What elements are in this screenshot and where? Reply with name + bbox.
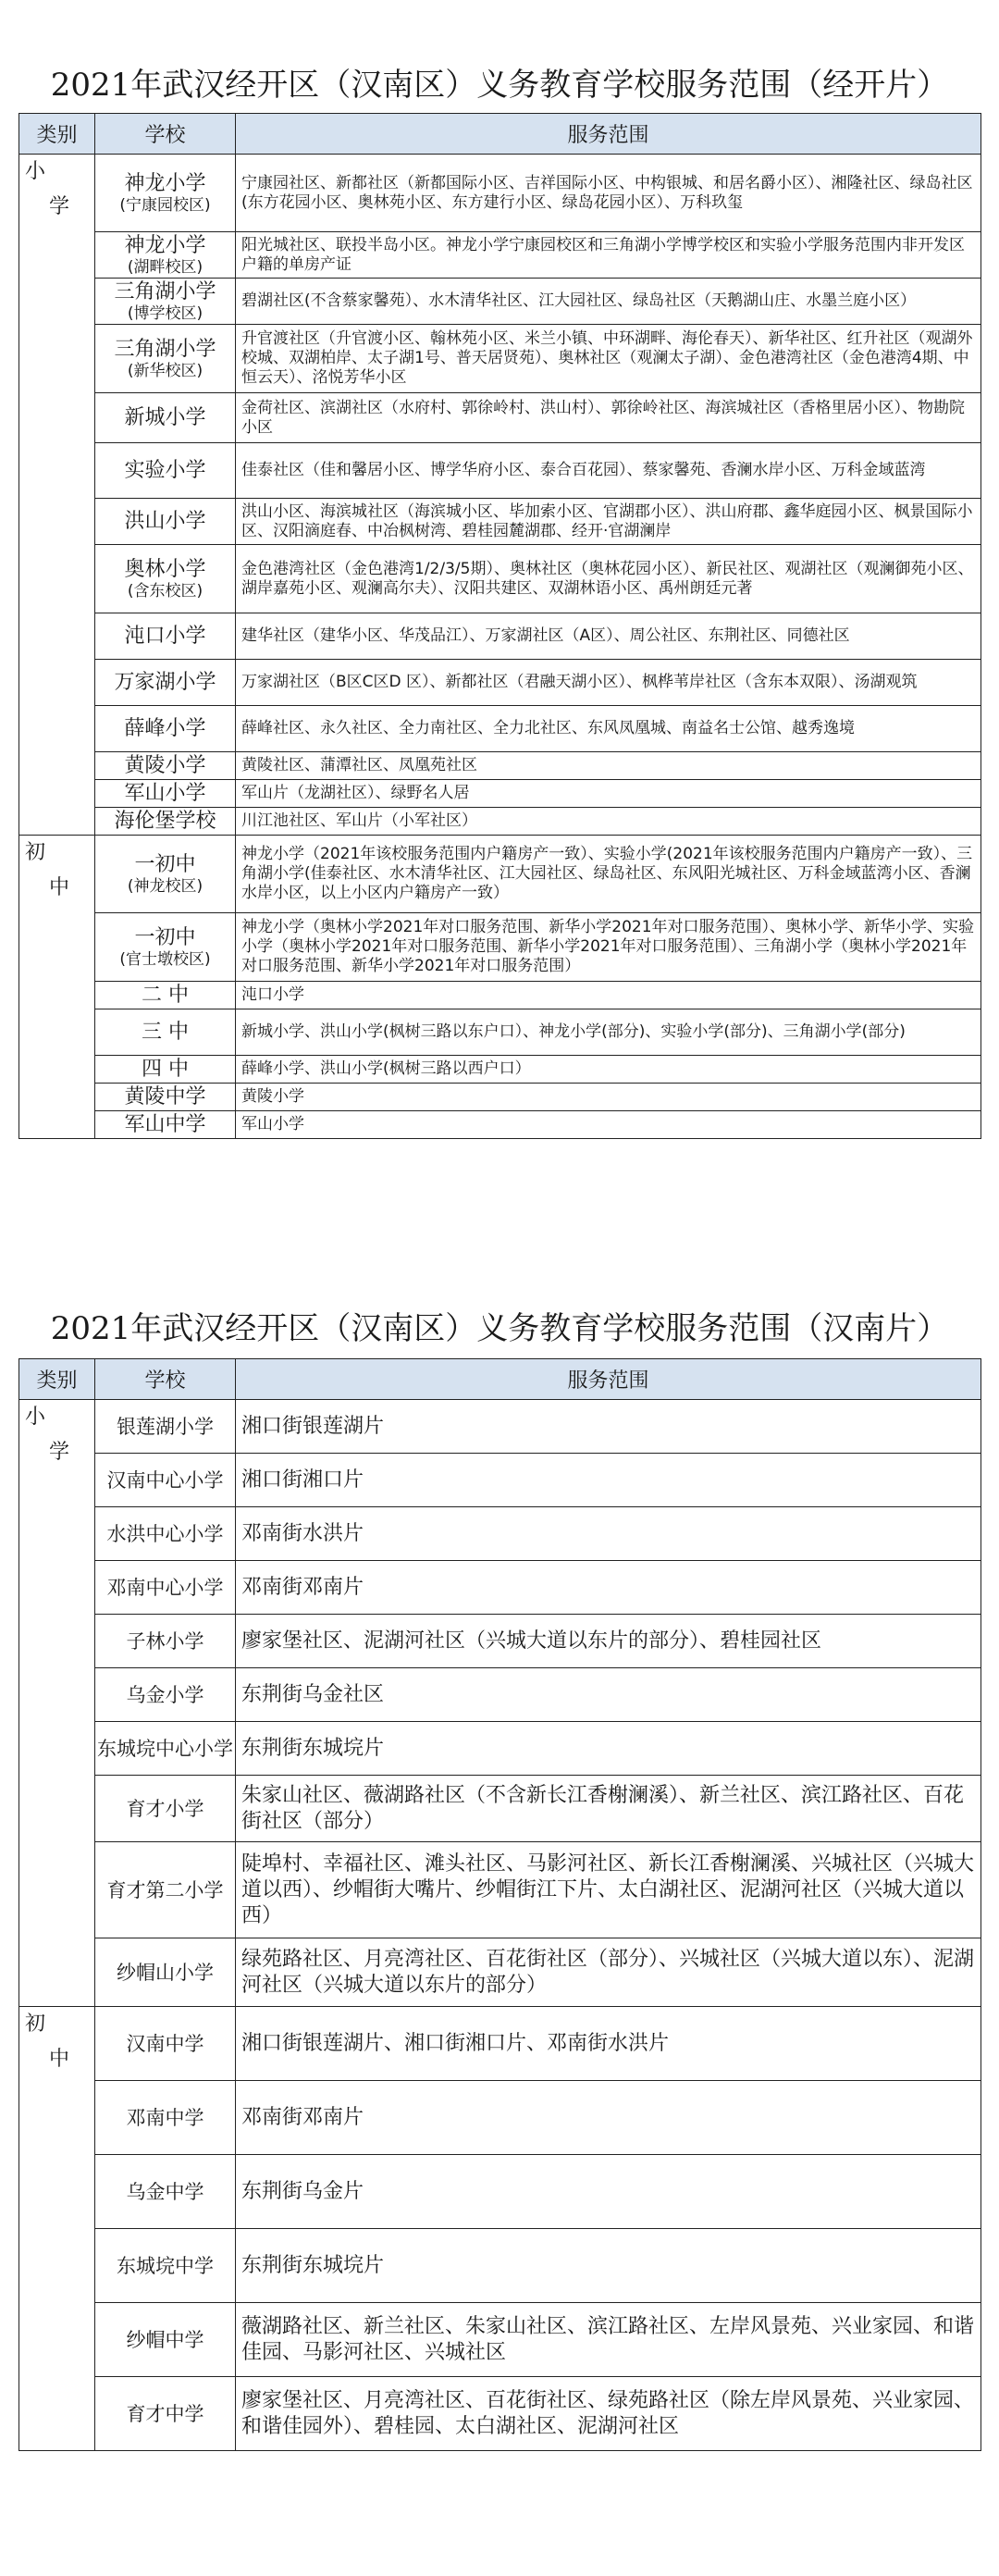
header-category: 类别 bbox=[19, 1359, 95, 1400]
school-name: 邓南中心小学 bbox=[106, 1576, 224, 1599]
table1-title: 2021年武汉经开区（汉南区）义务教育学校服务范围（经开片） bbox=[50, 67, 949, 104]
category-char: 小 bbox=[25, 160, 46, 183]
school-cell bbox=[95, 1507, 236, 1561]
service-area: 黄陵小学 bbox=[236, 1084, 981, 1111]
school-name: 三角湖小学 bbox=[114, 279, 216, 303]
table-row bbox=[19, 2229, 981, 2303]
service-area: 洪山小区、海滨城社区（海滨城小区、毕加索小区、官湖郡小区）、洪山府郡、鑫华庭园小区、枫景国际小区、汉阳滴庭春、中冶枫树湾、碧桂园麓湖郡、经开·官湖澜岸 bbox=[236, 499, 981, 545]
table-row bbox=[19, 913, 981, 982]
school-cell bbox=[95, 1561, 236, 1615]
table-row bbox=[19, 1400, 981, 1454]
school-name: 万家湖小学 bbox=[114, 670, 216, 694]
school-name: 黄陵小学 bbox=[124, 753, 206, 777]
school-name: 薛峰小学 bbox=[124, 716, 206, 740]
category-char: 学 bbox=[49, 195, 70, 218]
service-area: 金荷社区、滨湖社区（水府村、郭徐岭村、洪山村）、郭徐岭社区、海滨城社区（香格里居小区）、物勘院小区 bbox=[236, 393, 981, 443]
school-cell bbox=[95, 752, 236, 780]
school-cell bbox=[95, 545, 236, 613]
service-area: 升官渡社区（升官渡小区、翰林苑小区、米兰小镇、中环湖畔、海伦春天）、新华社区、红升社区（观湖外校城、双湖柏岸、太子湖1号、普天居贤苑）、奥林社区（观澜太子湖）、金色港湾社区（金色港湾4期、中恒云天）、洺悦芳华小区 bbox=[236, 325, 981, 393]
service-area: 薛峰小学、洪山小学(枫树三路以西户口） bbox=[236, 1056, 981, 1084]
school-campus: (官士墩校区) bbox=[119, 949, 211, 969]
service-area: 绿苑路社区、月亮湾社区、百花街社区（部分）、兴城社区（兴城大道以东）、泥湖河社区（兴城大道以东片的部分） bbox=[236, 1938, 981, 2007]
school-cell bbox=[95, 155, 236, 232]
table-row bbox=[19, 1776, 981, 1842]
table-row bbox=[19, 155, 981, 232]
school-name: 三角湖小学 bbox=[114, 337, 216, 361]
school-cell bbox=[95, 982, 236, 1009]
table2-title: 2021年武汉经开区（汉南区）义务教育学校服务范围（汉南片） bbox=[50, 1310, 949, 1347]
header-service-area: 服务范围 bbox=[236, 114, 981, 155]
service-area: 邓南街邓南片 bbox=[236, 1561, 981, 1615]
service-area: 佳泰社区（佳和馨居小区、博学华府小区、泰合百花园）、蔡家馨苑、香澜水岸小区、万科金域蓝湾 bbox=[236, 443, 981, 499]
service-area: 阳光城社区、联投半岛小区。神龙小学宁康园校区和三角湖小学博学校区和实验小学服务范围内非开发区户籍的单房产证 bbox=[236, 232, 981, 279]
category-char: 小 bbox=[25, 1406, 46, 1429]
service-area: 东荆街东城垸片 bbox=[236, 1722, 981, 1776]
table-row bbox=[19, 808, 981, 836]
school-name: 神龙小学 bbox=[124, 171, 206, 195]
school-name: 奥林小学 bbox=[124, 557, 206, 581]
table-row bbox=[19, 2377, 981, 2451]
service-area: 朱家山社区、薇湖路社区（不含新长江香榭澜溪）、新兰社区、滨江路社区、百花街社区（部分） bbox=[236, 1776, 981, 1842]
table-row bbox=[19, 2303, 981, 2377]
service-area: 廖家堡社区、月亮湾社区、百花街社区、绿苑路社区（除左岸风景苑、兴业家园、和谐佳园外）、碧桂园、太白湖社区、泥湖河社区 bbox=[236, 2377, 981, 2451]
school-name: 育才中学 bbox=[126, 2402, 204, 2425]
table-row bbox=[19, 499, 981, 545]
service-area: 东荆街乌金社区 bbox=[236, 1668, 981, 1722]
school-name: 乌金小学 bbox=[126, 1683, 204, 1706]
school-name: 实验小学 bbox=[124, 458, 206, 482]
table-row bbox=[19, 836, 981, 913]
school-cell bbox=[95, 1400, 236, 1454]
service-area: 东荆街乌金片 bbox=[236, 2155, 981, 2229]
service-area: 新城小学、洪山小学(枫树三路以东户口）、神龙小学(部分)、实验小学(部分)、三角湖小学(部分) bbox=[236, 1009, 981, 1056]
school-name: 洪山小学 bbox=[124, 509, 206, 533]
service-area: 黄陵社区、蒲潭社区、凤凰苑社区 bbox=[236, 752, 981, 780]
school-cell bbox=[95, 279, 236, 325]
table-row bbox=[19, 232, 981, 279]
service-area: 神龙小学（奥林小学2021年对口服务范围、新华小学2021年对口服务范围）、奥林小学、新华小学、实验小学（奥林小学2021年对口服务范围、新华小学2021年对口服务范围）、三角湖小学（奥林小学2021年对口服务范围、新华小学2021年对口服务范围） bbox=[236, 913, 981, 982]
school-cell bbox=[95, 1722, 236, 1776]
school-name: 东城垸中学 bbox=[117, 2254, 214, 2277]
school-name: 邓南中学 bbox=[126, 2106, 204, 2129]
school-name: 育才小学 bbox=[126, 1797, 204, 1820]
school-name: 军山小学 bbox=[124, 781, 206, 805]
service-area: 建华社区（建华小区、华茂品江）、万家湖社区（A区）、周公社区、东荆社区、同德社区 bbox=[236, 613, 981, 660]
table-jingkai bbox=[18, 113, 981, 1139]
table-hannan bbox=[18, 1358, 981, 2451]
table-row bbox=[19, 1938, 981, 2007]
service-area: 东荆街东城垸片 bbox=[236, 2229, 981, 2303]
service-area: 金色港湾社区（金色港湾1/2/3/5期）、奥林社区（奥林花园小区）、新民社区、观湖社区（观澜御苑小区、湖岸嘉苑小区、观澜高尔夫）、汉阳共建区、双湖林语小区、禹州朗廷元著 bbox=[236, 545, 981, 613]
table-row bbox=[19, 1084, 981, 1111]
table-row bbox=[19, 325, 981, 393]
school-name: 水洪中心小学 bbox=[106, 1522, 224, 1545]
school-name: 二 中 bbox=[142, 983, 189, 1007]
category-primary bbox=[19, 1400, 95, 2007]
table-row bbox=[19, 1056, 981, 1084]
service-area: 沌口小学 bbox=[236, 982, 981, 1009]
table-row bbox=[19, 1009, 981, 1056]
service-area: 军山片（龙湖社区）、绿野名人居 bbox=[236, 780, 981, 808]
category-char: 中 bbox=[49, 876, 70, 899]
school-cell bbox=[95, 836, 236, 913]
school-cell bbox=[95, 499, 236, 545]
school-cell bbox=[95, 2377, 236, 2451]
service-area: 宁康园社区、新都社区（新都国际小区、吉祥国际小区、中构银城、和居名爵小区）、湘隆社区、绿岛社区(东方花园小区、奥林苑小区、东方建行小区、绿岛花园小区）、万科玖玺 bbox=[236, 155, 981, 232]
school-cell bbox=[95, 232, 236, 279]
table-row bbox=[19, 1842, 981, 1938]
header-school: 学校 bbox=[95, 114, 236, 155]
school-cell bbox=[95, 1668, 236, 1722]
school-name: 乌金中学 bbox=[126, 2180, 204, 2203]
table-row bbox=[19, 706, 981, 752]
school-name: 一初中 bbox=[134, 852, 196, 876]
school-cell bbox=[95, 2081, 236, 2155]
school-name: 银莲湖小学 bbox=[117, 1415, 214, 1438]
service-area: 薇湖路社区、新兰社区、朱家山社区、滨江路社区、左岸风景苑、兴业家园、和谐佳园、马影河社区、兴城社区 bbox=[236, 2303, 981, 2377]
table-row bbox=[19, 613, 981, 660]
service-area: 军山小学 bbox=[236, 1111, 981, 1139]
table-row bbox=[19, 1722, 981, 1776]
table-row bbox=[19, 393, 981, 443]
table-row bbox=[19, 1454, 981, 1507]
school-name: 海伦堡学校 bbox=[114, 809, 216, 833]
school-cell bbox=[95, 1084, 236, 1111]
school-cell bbox=[95, 706, 236, 752]
school-name: 三 中 bbox=[142, 1020, 189, 1044]
category-middle bbox=[19, 2007, 95, 2451]
school-name: 子林小学 bbox=[126, 1629, 204, 1653]
school-name: 一初中 bbox=[134, 925, 196, 949]
school-cell bbox=[95, 443, 236, 499]
header-school: 学校 bbox=[95, 1359, 236, 1400]
service-area: 湘口街湘口片 bbox=[236, 1454, 981, 1507]
school-cell bbox=[95, 393, 236, 443]
service-area: 廖家堡社区、泥湖河社区（兴城大道以东片的部分）、碧桂园社区 bbox=[236, 1615, 981, 1668]
table-row bbox=[19, 1111, 981, 1139]
header-category: 类别 bbox=[19, 114, 95, 155]
table-row bbox=[19, 443, 981, 499]
table-row bbox=[19, 982, 981, 1009]
school-campus: (宁康园校区) bbox=[119, 195, 211, 215]
school-name: 汉南中学 bbox=[126, 2032, 204, 2055]
school-name: 纱帽中学 bbox=[126, 2328, 204, 2351]
table-row bbox=[19, 660, 981, 706]
school-cell bbox=[95, 2229, 236, 2303]
table-row bbox=[19, 1615, 981, 1668]
school-name: 新城小学 bbox=[124, 405, 206, 429]
service-area: 碧湖社区(不含蔡家馨苑）、水木清华社区、江大园社区、绿岛社区（天鹅湖山庄、水墨兰庭小区） bbox=[236, 279, 981, 325]
table-row bbox=[19, 1668, 981, 1722]
school-name: 黄陵中学 bbox=[124, 1084, 206, 1108]
school-cell bbox=[95, 913, 236, 982]
table-row bbox=[19, 2081, 981, 2155]
school-cell bbox=[95, 1938, 236, 2007]
school-name: 东城垸中心小学 bbox=[97, 1737, 233, 1760]
school-cell bbox=[95, 780, 236, 808]
school-campus: (湖畔校区) bbox=[127, 257, 204, 277]
table-row bbox=[19, 780, 981, 808]
service-area: 湘口街银莲湖片 bbox=[236, 1400, 981, 1454]
school-name: 军山中学 bbox=[124, 1112, 206, 1136]
school-cell bbox=[95, 1056, 236, 1084]
table-row bbox=[19, 752, 981, 780]
service-area: 陡埠村、幸福社区、滩头社区、马影河社区、新长江香榭澜溪、兴城社区（兴城大道以西）、纱帽街大嘴片、纱帽街江下片、太白湖社区、泥湖河社区（兴城大道以西） bbox=[236, 1842, 981, 1938]
school-cell bbox=[95, 1454, 236, 1507]
table-row bbox=[19, 2007, 981, 2081]
school-cell bbox=[95, 325, 236, 393]
category-primary bbox=[19, 155, 95, 836]
service-area: 邓南街邓南片 bbox=[236, 2081, 981, 2155]
header-service-area: 服务范围 bbox=[236, 1359, 981, 1400]
school-cell bbox=[95, 1111, 236, 1139]
school-campus: (神龙校区) bbox=[127, 876, 204, 896]
service-area: 神龙小学（2021年该校服务范围内户籍房产一致）、实验小学(2021年该校服务范围内户籍房产一致）、三角湖小学(佳泰社区、水木清华社区、江大园社区、绿岛社区、东风阳光城社区、万科金域蓝湾小区、香澜水岸小区，以上小区内户籍房产一致） bbox=[236, 836, 981, 913]
service-area: 川江池社区、军山片（小军社区） bbox=[236, 808, 981, 836]
school-cell bbox=[95, 613, 236, 660]
school-name: 神龙小学 bbox=[124, 233, 206, 257]
school-cell bbox=[95, 2007, 236, 2081]
service-area: 湘口街银莲湖片、湘口街湘口片、邓南街水洪片 bbox=[236, 2007, 981, 2081]
school-cell bbox=[95, 1842, 236, 1938]
school-name: 汉南中心小学 bbox=[106, 1468, 224, 1492]
service-area: 薛峰社区、永久社区、全力南社区、全力北社区、东风凤凰城、南益名士公馆、越秀逸境 bbox=[236, 706, 981, 752]
category-char: 中 bbox=[49, 2048, 70, 2071]
school-name: 育才第二小学 bbox=[106, 1878, 224, 1901]
service-area: 万家湖社区（B区C区D 区）、新都社区（君融天湖小区）、枫桦苇岸社区（含东本双限）、汤湖观筑 bbox=[236, 660, 981, 706]
category-char: 初 bbox=[25, 2012, 46, 2036]
school-cell bbox=[95, 1009, 236, 1056]
table-header-row bbox=[19, 1359, 981, 1400]
table-row bbox=[19, 545, 981, 613]
school-cell bbox=[95, 2155, 236, 2229]
table-header-row bbox=[19, 114, 981, 155]
table-row bbox=[19, 279, 981, 325]
school-campus: (博学校区) bbox=[127, 303, 204, 323]
school-cell bbox=[95, 1776, 236, 1842]
school-campus: (含东校区) bbox=[127, 581, 204, 601]
table-row bbox=[19, 1561, 981, 1615]
school-name: 纱帽山小学 bbox=[117, 1961, 214, 1984]
school-cell bbox=[95, 660, 236, 706]
school-name: 四 中 bbox=[142, 1057, 189, 1081]
school-name: 沌口小学 bbox=[124, 624, 206, 648]
category-char: 学 bbox=[49, 1441, 70, 1464]
school-cell bbox=[95, 1615, 236, 1668]
table-row bbox=[19, 2155, 981, 2229]
school-campus: (新华校区) bbox=[127, 361, 204, 380]
category-middle bbox=[19, 836, 95, 1139]
school-cell bbox=[95, 808, 236, 836]
school-cell bbox=[95, 2303, 236, 2377]
service-area: 邓南街水洪片 bbox=[236, 1507, 981, 1561]
category-char: 初 bbox=[25, 841, 46, 864]
table-row bbox=[19, 1507, 981, 1561]
